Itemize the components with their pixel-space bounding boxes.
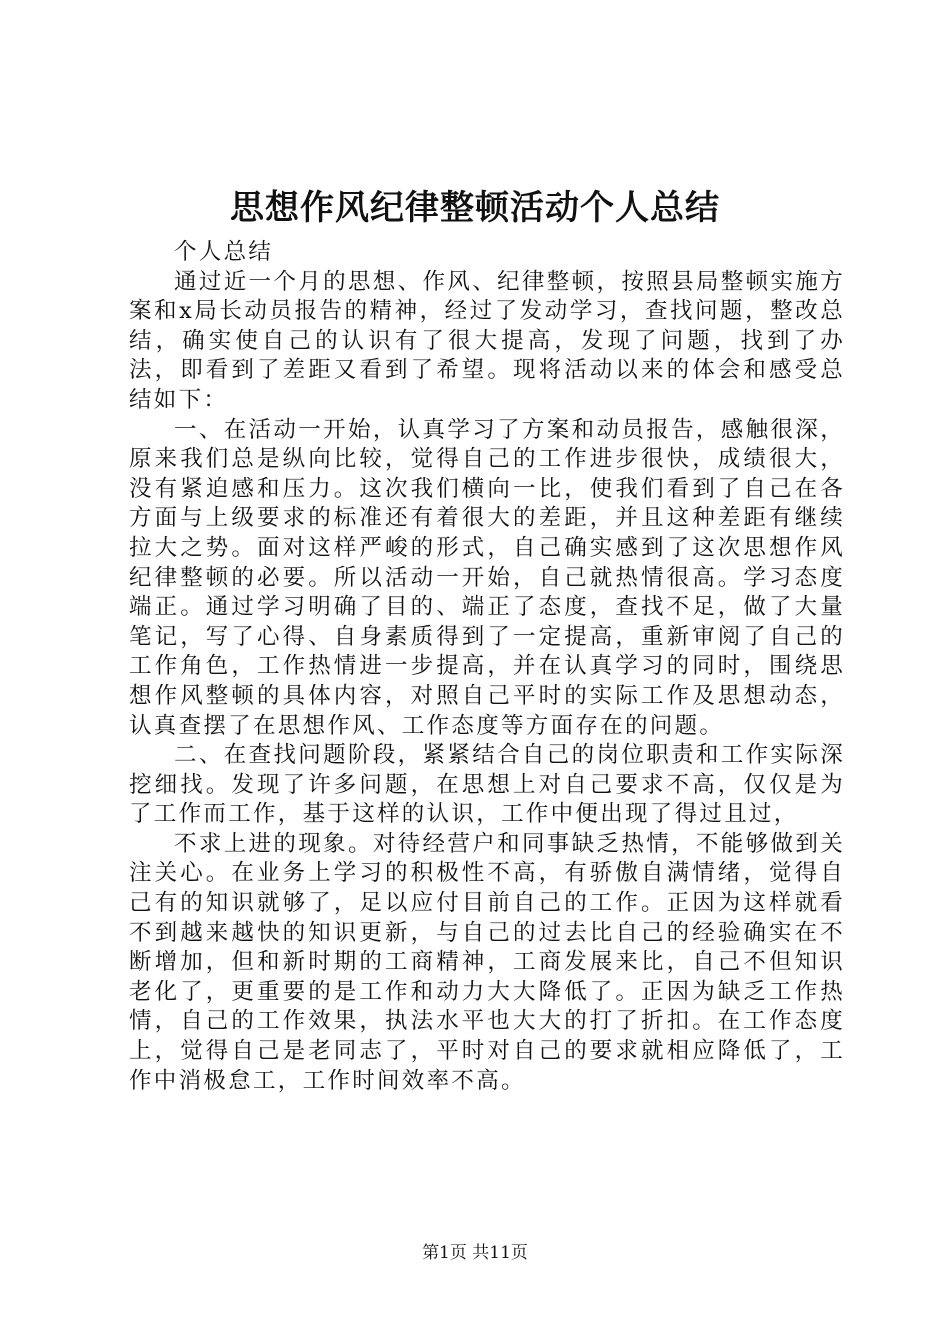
paragraph-section-one: 一、在活动一开始，认真学习了方案和动员报告，感触很深，原来我们总是纵向比较，觉得自己的工作进步很快，成绩很大，没有紧迫感和压力。这次我们横向一比，使我们看到了自己在各方面与上级要求的标准还有着很大的差距，并且这种差距有继续拉大之势。面对这样严峻的形式，自己确实感到了这次思想作风纪律整顿的必要。所以活动一开始，自己就热情很高。学习态度端正。通过学习明确了目的、端正了态度，查找不足，做了大量笔记，写了心得、自身素质得到了一定提高，重新审阅了自己的工作角色，工作热情进一步提高，并在认真学习的同时，围绕思想作风整顿的具体内容，对照自己平时的实际工作及思想动态，认真查摆了在思想作风、工作态度等方面存在的问题。 xyxy=(129,416,845,739)
page-number-footer: 第1页 共11页 xyxy=(422,1243,528,1263)
paragraph-intro: 通过近一个月的思想、作风、纪律整顿，按照县局整顿实施方案和x局长动员报告的精神，经过了发动学习，查找问题，整改总结，确实使自己的认识有了很大提高，发现了问题，找到了办法，即看到了差距又看到了希望。现将活动以来的体会和感受总结如下： xyxy=(129,268,845,413)
paragraph-heading: 个人总结 xyxy=(174,239,274,265)
paragraph-continuation: 不求上进的现象。对待经营户和同事缺乏热情，不能够做到关注关心。在业务上学习的积极性不高，有骄傲自满情绪，觉得自己有的知识就够了，足以应付目前自己的工作。正因为这样就看不到越来越快的知识更新，与自己的过去比自己的经验确实在不断增加，但和新时期的工商精神，工商发展来比，自己不但知识老化了，更重要的是工作和动力大大降低了。正因为缺乏工作热情，自己的工作效果，执法水平也大大的打了折扣。在工作态度上，觉得自己是老同志了，平时对自己的要求就相应降低了，工作中消极怠工，工作时间效率不高。 xyxy=(129,830,845,1094)
document-title: 思想作风纪律整顿活动个人总结 xyxy=(230,188,720,228)
paragraph-section-two: 二、在查找问题阶段，紧紧结合自己的岗位职责和工作实际深挖细找。发现了许多问题，在思想上对自己要求不高，仅仅是为了工作而工作，基于这样的认识，工作中便出现了得过且过， xyxy=(129,742,845,828)
document-body xyxy=(129,238,845,1096)
